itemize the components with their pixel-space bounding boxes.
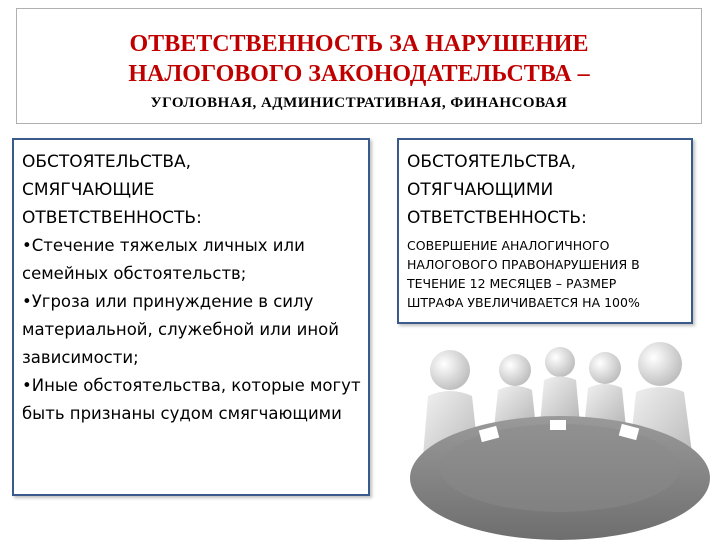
list-item: •Иные обстоятельства, которые могут быть признаны судом смягчающими: [22, 376, 361, 423]
aggravating-circumstances-panel: [397, 138, 693, 324]
aggravating-heading: ОБСТОЯТЕЛЬСТВА, ОТЯГЧАЮЩИМИ ОТВЕТСТВЕННОСТЬ:: [407, 152, 587, 228]
mitigating-heading: ОБСТОЯТЕЛЬСТВА, СМЯГЧАЮЩИЕ ОТВЕТСТВЕННОСТЬ:: [22, 152, 202, 228]
mitigating-list: [22, 232, 362, 428]
list-item: •Угроза или принуждение в силу материальной, служебной или иной зависимости;: [22, 292, 339, 367]
page-subtitle: УГОЛОВНАЯ, АДМИНИСТРАТИВНАЯ, ФИНАНСОВАЯ: [150, 95, 568, 111]
title-box: [16, 8, 702, 124]
figure-back-center: [540, 347, 580, 424]
aggravating-text: СОВЕРШЕНИЕ АНАЛОГИЧНОГО НАЛОГОВОГО ПРАВОНАРУШЕНИЯ В ТЕЧЕНИЕ 12 МЕСЯЦЕВ – РАЗМЕР ШТРАФА УВЕЛИЧИВАЕТСЯ НА 100%: [407, 238, 640, 310]
figure-back-right: [584, 352, 626, 428]
meeting-table-illustration: [410, 328, 710, 540]
figure-back-left: [494, 354, 536, 428]
page-title: [17, 29, 701, 89]
title-line-1: ОТВЕТСТВЕННОСТЬ ЗА НАРУШЕНИЕ: [129, 31, 589, 57]
title-line-2: НАЛОГОВОГО ЗАКОНОДАТЕЛЬСТВА –: [128, 61, 590, 87]
mitigating-circumstances-panel: [12, 138, 370, 496]
list-item: •Стечение тяжелых личных или семейных обстоятельств;: [22, 236, 305, 283]
